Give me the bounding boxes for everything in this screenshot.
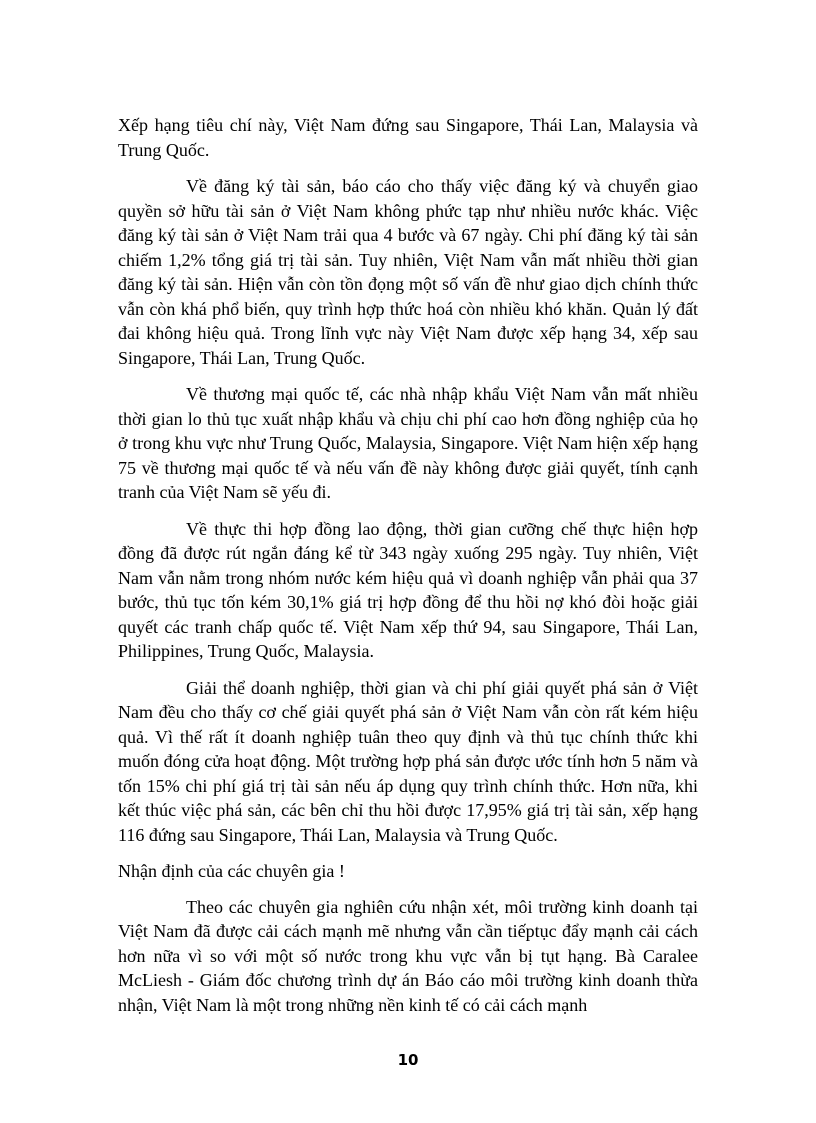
paragraph-contract-enforcement: Về thực thi hợp đồng lao động, thời gian cưỡng chế thực hiện hợp đồng đã được rút ngắn đáng kể từ 343 ngày xuống 295 ngày. Tuy nhiên, Việt Nam vẫn nằm trong nhóm nước kém hiệu quả vì doanh nghiệp vẫn phải qua 37 bước, thủ tục tốn kém 30,1% giá trị hợp đồng để thu hồi nợ khó đòi hoặc giải quyết các tranh chấp quốc tế. Việt Nam xếp thứ 94, sau Singapore, Thái Lan, Philippines, Trung Quốc, Malaysia. xyxy=(118,518,698,661)
paragraph-property-registration: Về đăng ký tài sản, báo cáo cho thấy việc đăng ký và chuyển giao quyền sở hữu tài sản ở Việt Nam không phức tạp như nhiều nước khác. Việc đăng ký tài sản ở Việt Nam trải qua 4 bước và 67 ngày. Chi phí đăng ký tài sản chiếm 1,2% tổng giá trị tài sản. Tuy nhiên, Việt Nam vẫn mất nhiều thời gian đăng ký tài sản. Hiện vẫn còn tồn đọng một số vấn đề như giao dịch chính thức vẫn còn khá phổ biến, quy trình hợp thức hoá còn nhiều khó khăn. Quản lý đất đai không hiệu quả. Trong lĩnh vực này Việt Nam được xếp hạng 34, xếp sau Singapore, Thái Lan, Trung Quốc. xyxy=(118,176,698,368)
document-body xyxy=(118,113,698,1029)
section-heading-expert-opinion: Nhận định của các chuyên gia ! xyxy=(118,861,345,881)
paragraph-international-trade: Về thương mại quốc tế, các nhà nhập khẩu Việt Nam vẫn mất nhiều thời gian lo thủ tục xuất nhập khẩu và chịu chi phí cao hơn đồng nghiệp của họ ở trong khu vực như Trung Quốc, Malaysia, Singapore. Việt Nam hiện xếp hạng 75 về thương mại quốc tế và nếu vấn đề này không được giải quyết, tính cạnh tranh của Việt Nam sẽ yếu đi. xyxy=(118,384,698,502)
paragraph-business-closure: Giải thể doanh nghiệp, thời gian và chi phí giải quyết phá sản ở Việt Nam đều cho thấy cơ chế giải quyết phá sản ở Việt Nam vẫn còn rất kém hiệu quả. Vì thế rất ít doanh nghiệp tuân theo quy định và thủ tục chính thức khi muốn đóng cửa hoạt động. Một trường hợp phá sản được ước tính hơn 5 năm và tốn 15% chi phí giá trị tài sản nếu áp dụng quy trình chính thức. Hơn nữa, khi kết thúc việc phá sản, các bên chỉ thu hồi được 17,95% giá trị tài sản, xếp hạng 116 đứng sau Singapore, Thái Lan, Malaysia và Trung Quốc. xyxy=(118,677,698,845)
paragraph-expert-assessment: Theo các chuyên gia nghiên cứu nhận xét, môi trường kinh doanh tại Việt Nam đã được cải cách mạnh mẽ nhưng vẫn cần tiếptục đẩy mạnh cải cách hơn nữa vì so với một số nước trong khu vực vẫn bị tụt hạng. Bà Caralee McLiesh - Giám đốc chương trình dự án Báo cáo môi trường kinh doanh thừa nhận, Việt Nam là một trong những nền kinh tế có cải cách mạnh xyxy=(118,896,698,1015)
page-number: 10 xyxy=(397,1051,419,1069)
paragraph-ranking-summary: Xếp hạng tiêu chí này, Việt Nam đứng sau Singapore, Thái Lan, Malaysia và Trung Quốc. xyxy=(118,115,698,160)
